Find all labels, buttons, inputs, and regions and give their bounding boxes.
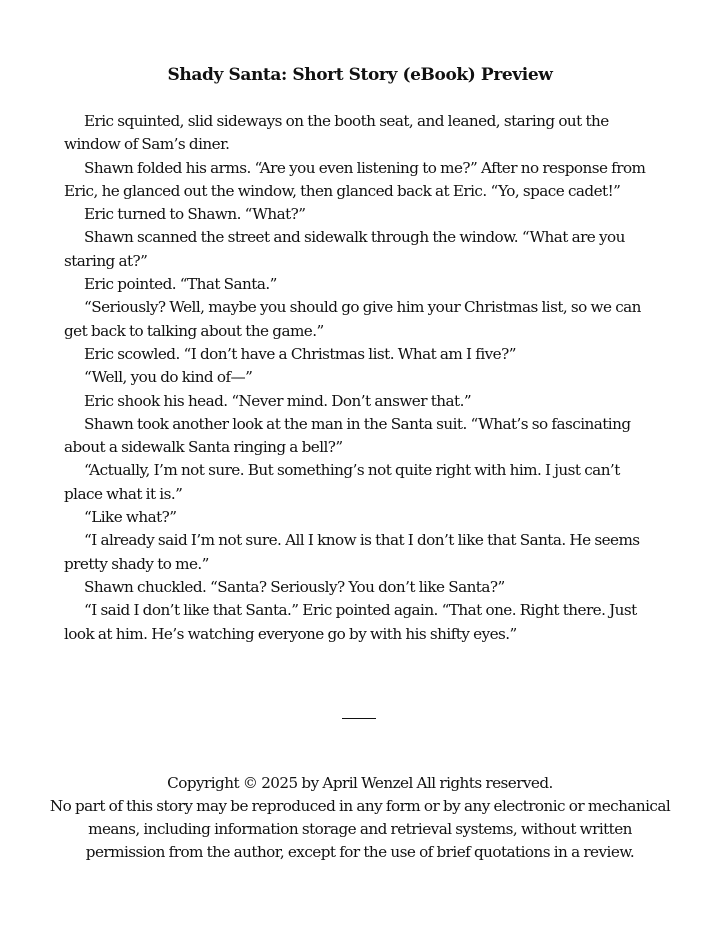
story-paragraph: “Actually, I’m not sure. But something’s not quite right with him. I just can’t place what it is.” [64, 461, 620, 503]
story-paragraph: Eric scowled. “I don’t have a Christmas list. What am I five?” [84, 344, 516, 363]
story-paragraph: “Like what?” [84, 508, 177, 527]
story-paragraph: Shawn took another look at the man in the Santa suit. “What’s so fascinating about a sidewalk Santa ringing a bell?” [64, 414, 631, 457]
story-paragraph: Eric turned to Shawn. “What?” [84, 205, 306, 224]
story-paragraph: “Seriously? Well, maybe you should go give him your Christmas list, so we can get back to talking about the game.” [64, 298, 641, 340]
rights-text-line: means, including information storage and retrieval systems, without written [88, 820, 632, 838]
story-paragraph: Eric pointed. “That Santa.” [84, 275, 277, 294]
copyright-block [40, 772, 680, 864]
copyright-notice: Copyright © 2025 by April Wenzel All rights reserved. [167, 774, 553, 792]
rights-text-line: permission from the author, except for the use of brief quotations in a review. [85, 843, 635, 861]
section-divider [342, 718, 376, 719]
story-paragraph: Shawn scanned the street and sidewalk through the window. “What are you staring at?” [64, 228, 625, 270]
story-text [64, 110, 660, 646]
story-paragraph: Eric squinted, slid sideways on the booth seat, and leaned, staring out the window of Sam’s diner. [64, 112, 609, 154]
page-title: Shady Santa: Short Story (eBook) Preview [167, 65, 553, 85]
story-paragraph: Eric shook his head. “Never mind. Don’t answer that.” [84, 391, 472, 410]
story-paragraph: “Well, you do kind of—” [84, 368, 253, 387]
story-paragraph: Shawn chuckled. “Santa? Seriously? You don’t like Santa?” [84, 577, 505, 596]
story-paragraph: “I already said I’m not sure. All I know is that I don’t like that Santa. He seems pretty shady to me.” [64, 531, 640, 573]
rights-text-line: No part of this story may be reproduced in any form or by any electronic or mechanical [49, 797, 671, 815]
story-paragraph: Shawn folded his arms. “Are you even listening to me?” After no response from Eric, he glanced out the window, then glanced back at Eric. “Yo, space cadet!” [64, 158, 646, 200]
story-paragraph: “I said I don’t like that Santa.” Eric pointed again. “That one. Right there. Just look at him. He’s watching everyone go by with his shifty eyes.” [64, 601, 637, 643]
